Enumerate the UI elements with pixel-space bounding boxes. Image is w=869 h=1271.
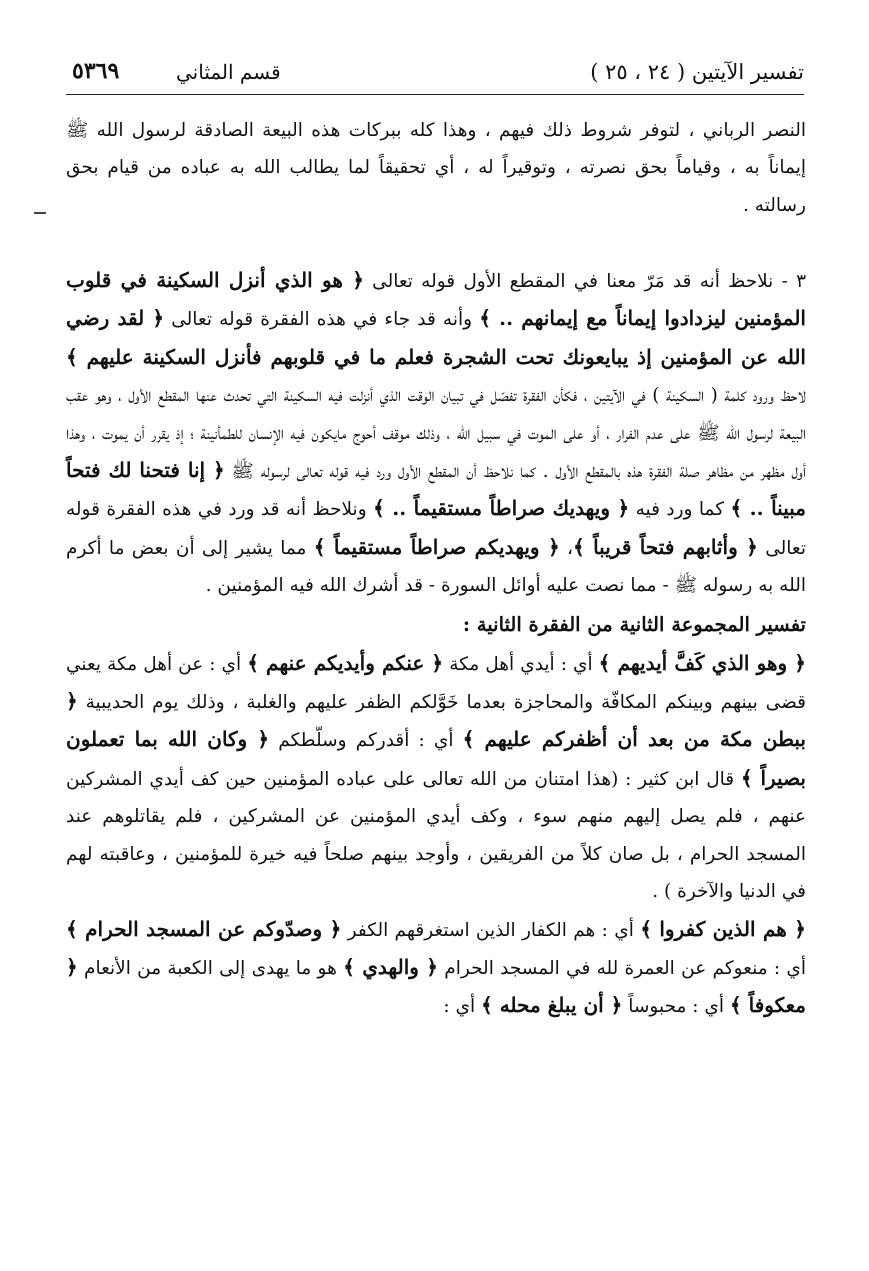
text-run: ونلاحظ أنه قد ورد في هذه الفقرة قوله تعالى — [66, 499, 806, 559]
text-run: أي : هم الكفار الذين استغرقهم الكفر — [341, 919, 641, 941]
quran-quote: ﴿ وصدّوكم عن المسجد الحرام ﴾ — [66, 916, 342, 941]
text-run: ، — [559, 537, 573, 559]
quran-quote: ﴿ لقد رضي الله عن المؤمنين إذ يبايعونك تحت الشجرة فعلم ما في قلوبهم فأنزل السكينة عليهم ﴾ — [66, 306, 806, 369]
text-run: لاحظ ورود كلمة ( السكينة ) في الآيتين ، فكأن الفقرة تفصّل في تبيان الوقت الذي أنزلت فيه السكينة التي تحدث عنها المقطع الأول ، وهو عقب البيعة لرسول الله ﷺ على عدم الفرار ، أو على الموت في سبيل الله ، وذلك موقف أحوج مايكون فيه الإنسان للطمأنينة ؛ إذ يقرر أن يموت ، وهذا أول مظهر من مظاهر صلة الفقرة هذه بالمقطع الأول . كما نلاحظ أن المقطع الأول ورد فيه قوله تعالى لرسوله ﷺ — [66, 385, 806, 483]
header-title: تفسير الآيتين ( ٢٤ ، ٢٥ ) — [590, 60, 804, 84]
quran-quote: ﴿ ببطن مكة من بعد أن أظفركم عليهم ﴾ — [66, 689, 806, 752]
text-run: أي : — [443, 996, 482, 1018]
running-header — [72, 56, 804, 92]
quran-quote: ﴿ ويهديك صراطاً مستقيماً .. ﴾ — [373, 496, 630, 521]
text-run: ٣ - نلاحظ أنه قد مَرّ معنا في المقطع الأول قوله تعالى — [363, 271, 806, 292]
quran-quote: ﴿ معكوفاً ﴾ — [66, 954, 806, 1018]
quran-quote: ﴿ وكان الله بما تعملون بصيراً ﴾ — [66, 727, 806, 790]
quran-quote: ﴿ أن يبلغ محله ﴾ — [481, 993, 623, 1018]
text-run: قال ابن كثير : (هذا امتنان من الله تعالى على عباده المؤمنين حين كف أيدي المشركين عنهم ، فلم يصل إليهم منهم سوء ، وكف أيدي المؤمنين عن المشركين ، فلم يقاتلوهم عند المسجد الحرام ، بل صان كلاً من الفريقين ، وأوجد بينهم صلحاً فيه خيرة للمؤمنين ، وعاقبته لهم في الدنيا والآخرة ) . — [66, 768, 806, 903]
quran-quote: ﴿ إنا فتحنا لك فتحاً مبيناً .. ﴾ — [66, 458, 806, 521]
text-run: أي : منعوكم عن العمرة لله في المسجد الحرام — [438, 957, 807, 979]
section-heading: تفسير المجموعة الثانية من الفقرة الثانية : — [462, 612, 806, 636]
quran-quote: ﴿ هم الذين كفروا ﴾ — [640, 916, 806, 941]
header-section: قسم المثاني — [176, 60, 281, 84]
margin-mark — [34, 212, 46, 214]
quran-quote: ﴿ وأثابهم فتحاً قريباً ﴾ — [572, 534, 758, 559]
quran-quote: ﴿ ويهديكم صراطاً مستقيماً ﴾ — [313, 534, 560, 559]
page-number: ٥٣٦٩ — [72, 58, 120, 84]
text-run: أي : أقدركم وسلّطكم — [269, 730, 463, 752]
text-run: وأنه قد جاء في هذه الفقرة قوله تعالى — [164, 309, 480, 331]
quran-quote: ﴿ هو الذي أنزل السكينة في قلوب المؤمنين ليزدادوا إيماناً مع إيمانهم .. ﴾ — [66, 268, 806, 331]
quran-quote: ﴿ عنكم وأيديكم عنهم ﴾ — [247, 650, 444, 675]
quran-quote: ﴿ وهو الذي كَفَّ أيديهم ﴾ — [598, 650, 806, 675]
text-run: هو ما يهدى إلى الكعبة من الأنعام — [77, 957, 344, 979]
paragraph-1: النصر الرباني ، لتوفر شروط ذلك فيهم ، وهذا كله ببركات هذه البيعة الصادقة لرسول الله ﷺ إيماناً به ، وقياماً بحق نصرته ، وتوقيراً له ، أي تحقيقاً لما يطالب الله به عباده من قيام بحق رسالته . — [66, 120, 806, 216]
text-run: أي : أيدي أهل مكة — [443, 653, 599, 675]
text-run: كما ورد فيه — [629, 499, 731, 521]
quran-quote: ﴿ والهدي ﴾ — [343, 954, 439, 979]
text-run: مما يشير إلى أن بعض ما أكرم الله به رسوله ﷺ - مما نصت عليه أوائل السورة - قد أشرك الله فيه المؤمنين . — [66, 537, 806, 597]
paragraph-2 — [66, 262, 806, 605]
header-rule — [66, 94, 804, 95]
text-run: أي : عن أهل مكة يعني قضى بينهم وبينكم المكافّة والمحاجزة بعدما خَوَّلكم الظفر عليهم والغلبة ، وذلك يوم الحديبية — [66, 653, 806, 714]
paragraph-4 — [66, 911, 806, 1026]
paragraph-3 — [66, 645, 806, 911]
body-text — [66, 112, 806, 1026]
text-run: أي : محبوساً — [622, 996, 730, 1018]
